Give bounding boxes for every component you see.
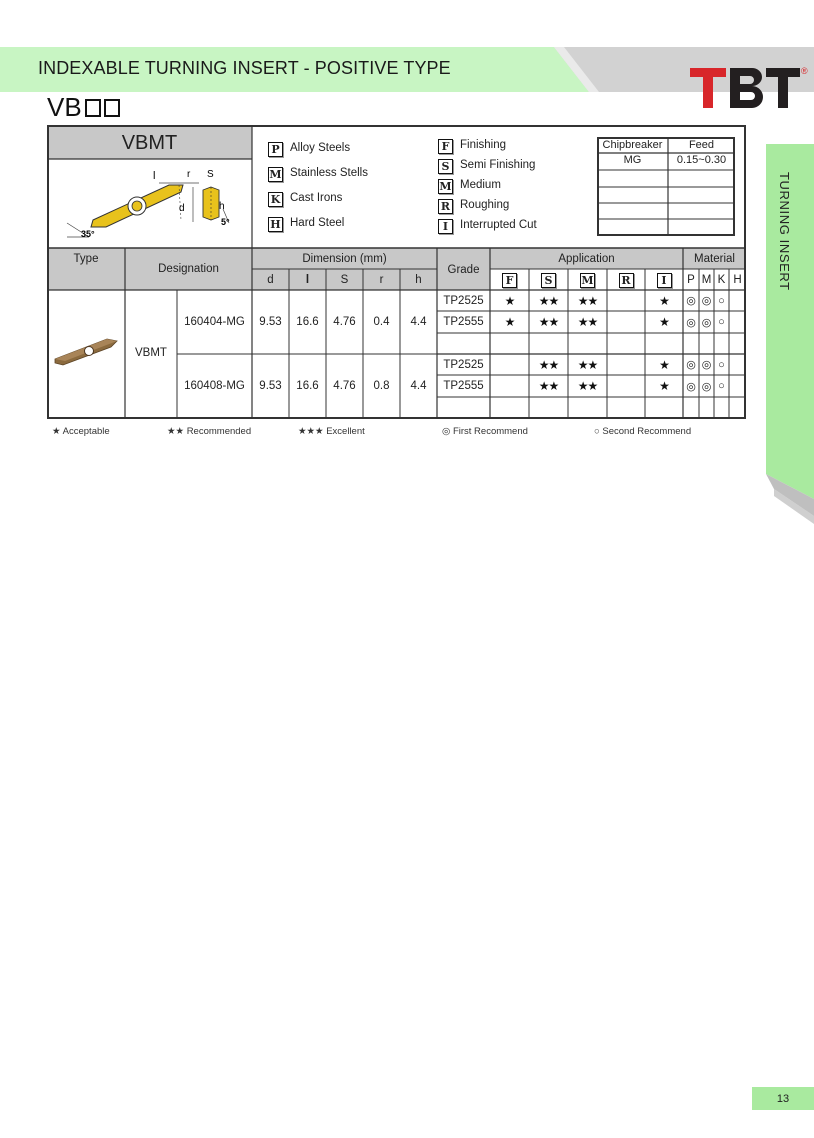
dim-l: 16.6: [296, 380, 319, 392]
app-i: ★: [659, 379, 669, 393]
grade: TP2555: [443, 316, 484, 328]
col-app-m: M: [581, 273, 594, 287]
nose-angle-label: 35°: [81, 229, 95, 239]
material-legend-h: H Hard Steel: [268, 217, 344, 232]
dim-r: 0.4: [373, 316, 390, 328]
application-legend-m: M Medium: [439, 179, 501, 193]
chipbreaker-header: Chipbreaker: [602, 139, 663, 151]
mat-p: ◎: [686, 380, 696, 393]
legend-recommended: ★★ Recommended: [167, 426, 252, 437]
grade: TP2525: [443, 358, 484, 371]
side-tab-label: TURNING INSERT: [777, 172, 792, 291]
chipbreaker-value: MG: [623, 154, 642, 166]
mat-m: ◎: [701, 380, 712, 393]
col-type: Type: [73, 253, 99, 265]
designation-group: VBMT: [135, 347, 167, 359]
dim-l: 16.6: [296, 316, 319, 328]
application-legend-s: S Semi Finishing: [438, 159, 535, 174]
dim-d-label: d: [179, 203, 185, 214]
col-application: Application: [558, 253, 615, 265]
col-app-s: S: [529, 270, 568, 290]
app-m: ★★: [577, 357, 598, 372]
mat-k: ○: [718, 316, 725, 328]
series-prefix: VB: [47, 92, 82, 122]
dim-s: 4.76: [333, 316, 356, 328]
mat-m: ◎: [701, 295, 712, 307]
app-i: ★: [659, 315, 669, 329]
col-mat-h: H: [733, 274, 742, 286]
insert-diagram: [61, 165, 241, 245]
mat-p: ◎: [686, 295, 696, 307]
legend-excellent: ★★★ Excellent: [298, 426, 365, 437]
item-code: 160404-MG: [184, 316, 245, 328]
legend-first-recommend: ◎ First Recommend: [442, 426, 528, 437]
material-legend-p: P Alloy Steels: [268, 142, 350, 157]
col-h: h: [415, 274, 422, 286]
dim-s-label: S: [207, 169, 214, 180]
mat-h: [729, 311, 746, 333]
app-m: ★★: [577, 315, 598, 329]
clearance-angle-label: 5°: [221, 217, 230, 227]
col-designation: Designation: [158, 263, 219, 275]
application-legend-i: I Interrupted Cut: [438, 219, 537, 234]
legend-acceptable: ★ Acceptable: [52, 426, 110, 437]
application-legend-r: R Roughing: [438, 199, 509, 214]
tbt-logo: [690, 64, 810, 112]
mat-m: ◎: [701, 316, 712, 329]
dim-l-label: l: [153, 170, 156, 182]
dim-d: 9.53: [259, 380, 282, 392]
col-mat-m: M: [701, 274, 712, 286]
mat-k: ○: [718, 358, 725, 371]
registered-mark: ®: [801, 66, 808, 76]
col-mat-p: P: [687, 274, 695, 286]
col-app-r: R: [607, 270, 645, 290]
mat-k: ○: [718, 294, 725, 307]
app-s: ★★: [538, 357, 559, 372]
mat-k: ○: [718, 380, 725, 392]
col-grade: Grade: [447, 264, 480, 276]
app-m: ★★: [577, 293, 598, 308]
dim-r-label: r: [187, 169, 191, 180]
material-legend-m: M Stainless Stells: [269, 167, 368, 181]
dim-h: 4.4: [410, 380, 427, 392]
app-f: [490, 354, 529, 375]
application-legend-f: F Finishing: [438, 139, 506, 154]
col-app-f: F: [490, 270, 529, 290]
col-material: Material: [694, 253, 735, 265]
grade: TP2555: [443, 380, 484, 392]
col-s: S: [340, 274, 349, 286]
placeholder-box-2: [104, 99, 120, 117]
col-dimension: Dimension (mm): [302, 253, 387, 265]
app-r: [607, 290, 645, 311]
app-s: ★★: [538, 315, 559, 329]
app-m: ★★: [577, 379, 598, 393]
page-number: 13: [752, 1087, 814, 1110]
app-f: ★: [504, 315, 515, 329]
app-r: [607, 311, 645, 333]
app-f: [490, 375, 529, 397]
col-mat-k: K: [717, 274, 726, 286]
insert-code-title: VBMT: [121, 131, 178, 154]
dim-h-label: h: [219, 201, 225, 212]
material-legend-k: K Cast Irons: [268, 192, 342, 207]
feed-header: Feed: [688, 139, 715, 151]
dim-d: 9.53: [259, 316, 282, 328]
grade: TP2525: [443, 294, 484, 307]
mat-h: [729, 375, 746, 397]
feed-value: 0.15~0.30: [676, 154, 727, 166]
col-d: d: [267, 274, 274, 286]
app-r: [607, 375, 645, 397]
app-f: ★: [504, 293, 515, 308]
legend-second-recommend: ○ Second Recommend: [594, 426, 692, 437]
series-heading: [47, 92, 120, 123]
app-i: ★: [659, 293, 669, 308]
col-r: r: [379, 274, 384, 286]
placeholder-box-1: [85, 99, 101, 117]
mat-p: ◎: [686, 359, 696, 371]
app-s: ★★: [538, 293, 559, 308]
page-title: INDEXABLE TURNING INSERT - POSITIVE TYPE: [38, 58, 451, 78]
mat-p: ◎: [686, 316, 696, 329]
chipbreaker-table: [597, 137, 735, 236]
col-app-i: I: [645, 270, 683, 290]
mat-h: [729, 290, 746, 311]
dim-h: 4.4: [410, 316, 427, 328]
app-r: [607, 354, 645, 375]
dim-s: 4.76: [333, 380, 356, 392]
app-i: ★: [659, 357, 669, 372]
dim-r: 0.8: [373, 380, 390, 392]
mat-m: ◎: [701, 359, 712, 371]
col-l: l: [305, 274, 310, 286]
mat-h: [729, 354, 746, 375]
app-s: ★★: [538, 379, 559, 393]
item-code: 160408-MG: [184, 380, 245, 392]
insert-photo: [51, 335, 121, 367]
